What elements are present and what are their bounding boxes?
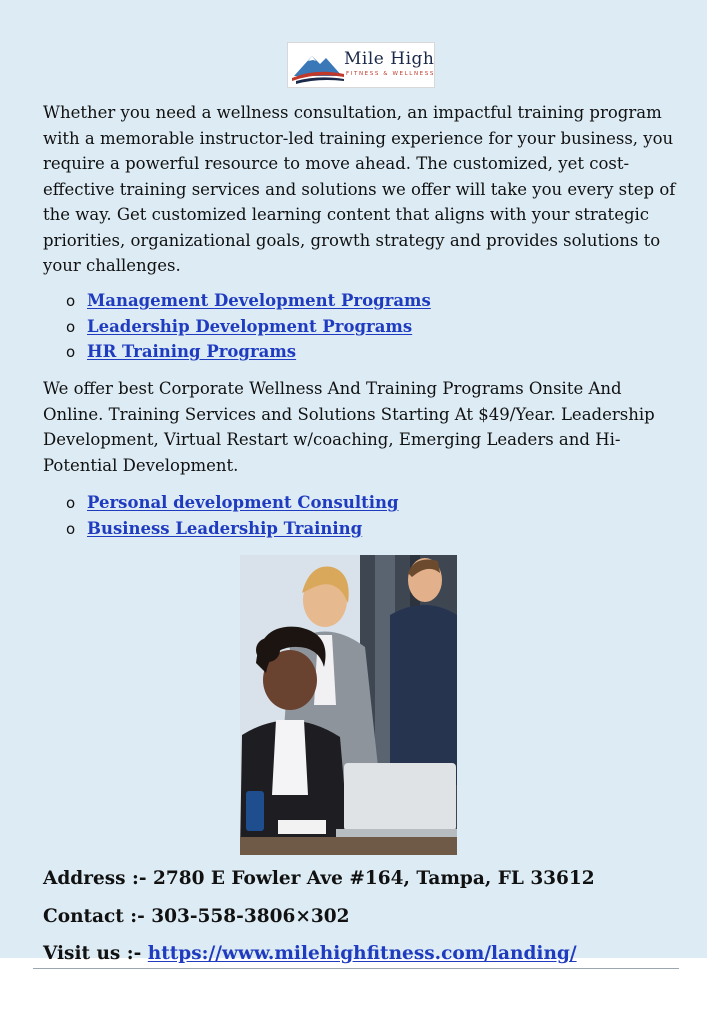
bullet-marker: o bbox=[66, 292, 76, 310]
management-development-link[interactable]: Management Development Programs bbox=[87, 291, 431, 310]
hr-training-link[interactable]: HR Training Programs bbox=[87, 342, 297, 361]
offer-paragraph: We offer best Corporate Wellness And Training Programs Onsite And Online. Training Services and Solutions Starting At $49/Year. Leadership Development, Virtual Restart w/coaching, Emerging Leaders and Hi-Potential Development. bbox=[43, 379, 655, 475]
bullet-marker: o bbox=[66, 494, 76, 512]
list-item bbox=[66, 339, 431, 365]
mile-high-logo bbox=[287, 42, 435, 88]
mountain-icon bbox=[290, 44, 350, 88]
personal-development-link[interactable]: Personal development Consulting bbox=[87, 493, 399, 512]
business-leadership-link[interactable]: Business Leadership Training bbox=[87, 518, 363, 538]
bullet-marker: o bbox=[66, 317, 76, 336]
list-item bbox=[66, 516, 399, 542]
list-item bbox=[66, 490, 399, 516]
leadership-development-link[interactable]: Leadership Development Programs bbox=[87, 316, 413, 336]
program-list bbox=[66, 288, 431, 365]
bullet-marker: o bbox=[66, 519, 76, 538]
intro-paragraph: Whether you need a wellness consultation, an impactful training program with a memorable instructor-led training experience for your business, you require a powerful resource to move ahead. The customized, yet cost-effective training services and solutions we offer will take you every step of the way. Get customized learning content that aligns with your strategic priorities, organizational goals, growth strategy and provides solutions to your challenges. bbox=[43, 103, 676, 275]
website-link[interactable]: https://www.milehighfitness.com/landing/ bbox=[147, 943, 577, 964]
address-line: Address :- 2780 E Fowler Ave #164, Tampa, FL 33612 bbox=[43, 868, 595, 889]
consulting-list bbox=[66, 490, 399, 541]
business-team-photo bbox=[240, 555, 457, 855]
visit-line bbox=[43, 943, 577, 964]
bottom-divider bbox=[33, 968, 679, 969]
visit-label: Visit us :- bbox=[43, 943, 148, 964]
list-item bbox=[66, 314, 431, 340]
bullet-marker: o bbox=[66, 343, 76, 361]
logo-wordmark: Mile High bbox=[344, 49, 435, 69]
list-item bbox=[66, 288, 431, 314]
logo-tagline: FITNESS & WELLNESS bbox=[346, 71, 435, 77]
phone-line: Contact :- 303-558-3806×302 bbox=[43, 906, 350, 927]
